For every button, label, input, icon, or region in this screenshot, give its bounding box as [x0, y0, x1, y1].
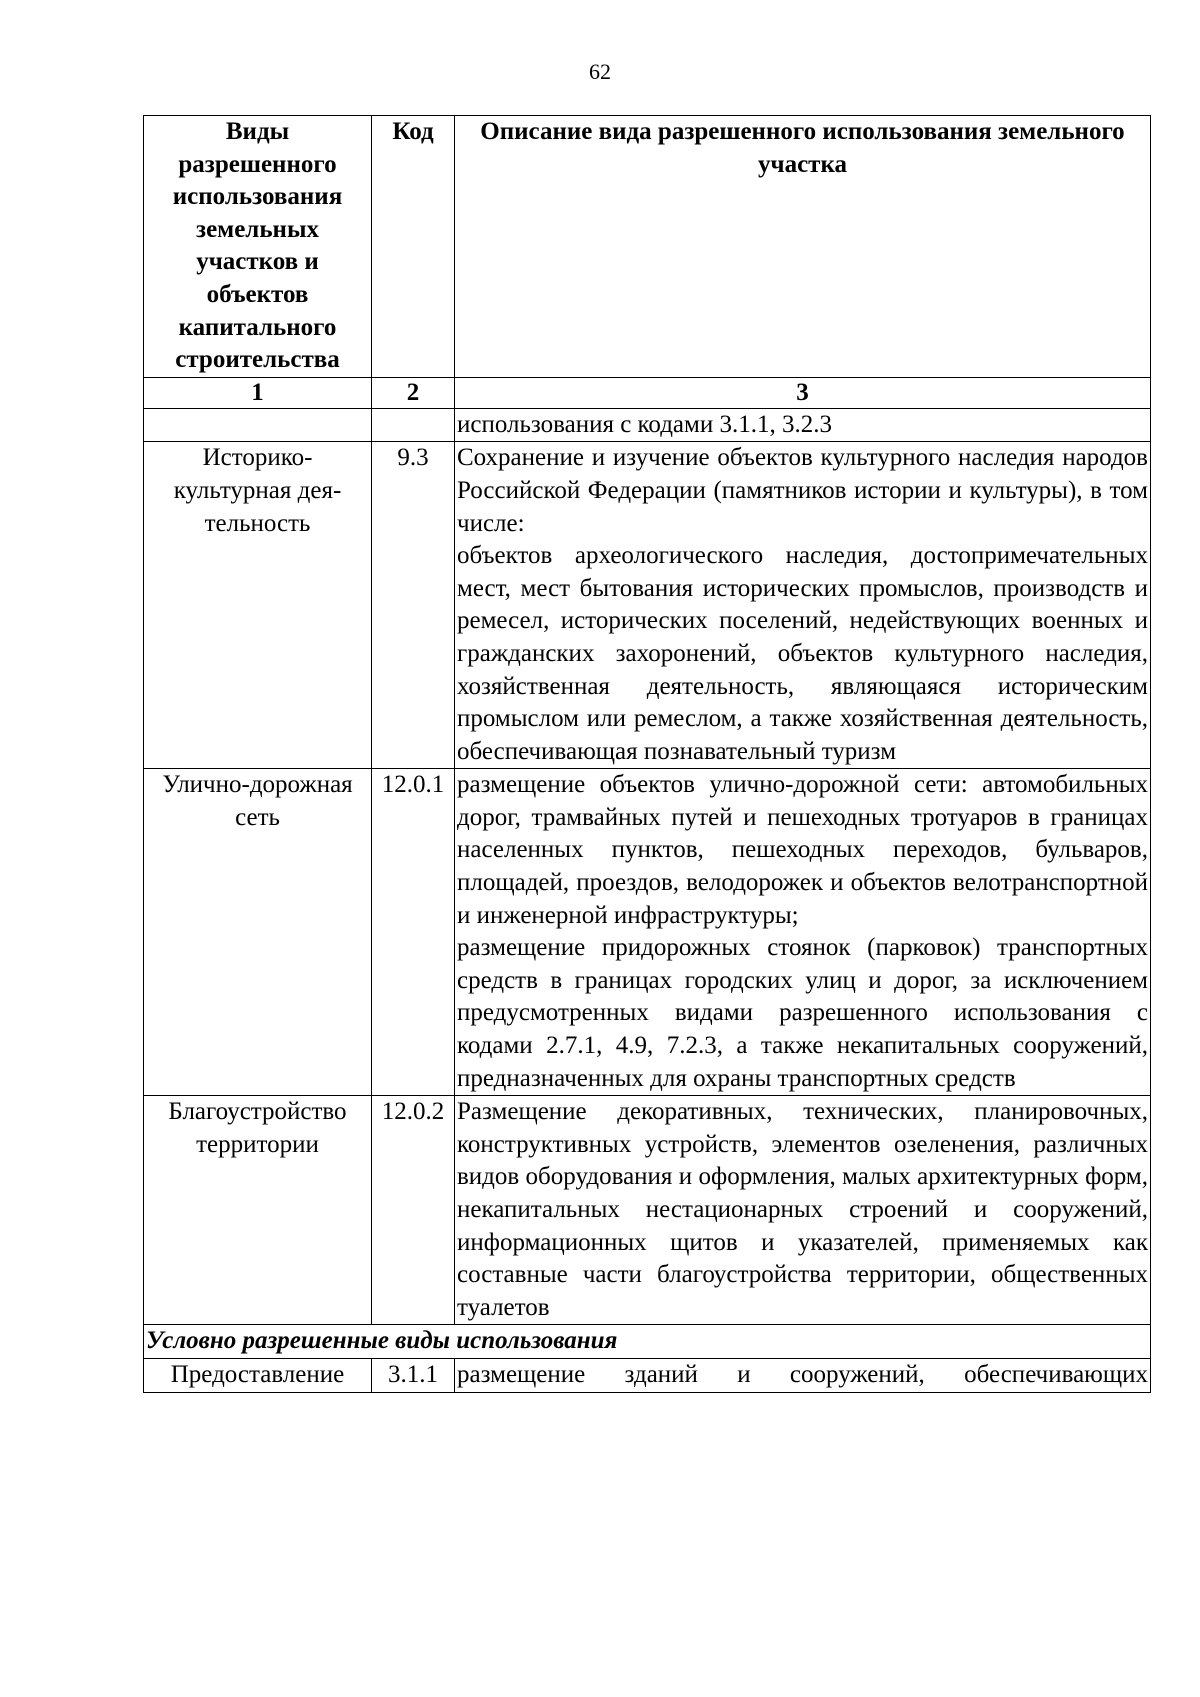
- column-number-row: [144, 377, 1151, 408]
- row-name: Улично-дорожная сеть: [144, 769, 372, 1096]
- table-row-continuation: [144, 408, 1151, 442]
- column-number-3: 3: [455, 377, 1151, 408]
- row-name: Благоустройство территории: [144, 1096, 372, 1325]
- column-number-1: 1: [144, 377, 372, 408]
- row-description: [455, 1096, 1151, 1325]
- table-row: [144, 442, 1151, 769]
- row-description-paragraph: объектов археологического наследия, достопримечательных мест, мест бытования исторических промыслов, производств и ремесел, исторических поселений, недействующих военных и гражданских захоронений, объектов культурного наследия, хозяйственная деятельность, являющаяся историческим промыслом или ремеслом, а также хозяйственная деятельность, обеспечивающая познавательный туризм: [457, 542, 1148, 765]
- row-description: [455, 769, 1151, 1096]
- row-code: 12.0.2: [372, 1096, 455, 1325]
- continuation-code-cell: [372, 408, 455, 442]
- row-code: 3.1.1: [372, 1358, 455, 1392]
- page-number: 62: [589, 59, 611, 84]
- header-code: Код: [372, 116, 455, 378]
- header-land-use-types: Виды разрешенного использования земельных участков и объектов капитального строительства: [144, 116, 372, 378]
- row-description: [455, 442, 1151, 769]
- table-row: [144, 1358, 1151, 1392]
- row-description: [455, 1358, 1151, 1392]
- table-row: [144, 1096, 1151, 1325]
- row-name: Предоставление: [144, 1358, 372, 1392]
- column-number-2: 2: [372, 377, 455, 408]
- row-code: 12.0.1: [372, 769, 455, 1096]
- row-description-paragraph: размещение объектов улично-дорожной сети: автомобильных дорог, трамвайных путей и пешеходных тротуаров в границах населенных пунктов, пешеходных переходов, бульваров, площадей, проездов, велодорожек и объектов велотранспортной и инженерной инфраструктуры;: [457, 771, 1148, 929]
- continuation-name-cell: [144, 408, 372, 442]
- row-description-paragraph: размещение придорожных стоянок (парковок) транспортных средств в границах городских улиц и дорог, за исключением предусмотренных видами разрешенного использования с кодами 2.7.1, 4.9, 7.2.3, а также некапитальных сооружений, предназначенных для охраны транспортных средств: [457, 934, 1148, 1092]
- section-header-row: [144, 1325, 1151, 1359]
- land-use-table: [143, 115, 1151, 1393]
- row-code: 9.3: [372, 442, 455, 769]
- continuation-description: использования с кодами 3.1.1, 3.2.3: [455, 408, 1151, 442]
- row-description-paragraph: Сохранение и изучение объектов культурного наследия народов Российской Федерации (памятников истории и культуры), в том числе:: [457, 444, 1148, 537]
- table-row: [144, 769, 1151, 1096]
- row-description-paragraph: Размещение декоративных, технических, планировочных, конструктивных устройств, элементов озеленения, различных видов оборудования и оформления, малых архитектурных форм, некапитальных нестационарных строений и сооружений, информационных щитов и указателей, применяемых как составные части благоустройства территории, общественных туалетов: [457, 1098, 1148, 1321]
- row-name: Историко-культурная дея-тельность: [144, 442, 372, 769]
- header-description-text: Описание вида разрешенного использования земельного участка: [480, 118, 1125, 178]
- table-header-row: [144, 116, 1151, 378]
- section-title: Условно разрешенные виды использования: [144, 1325, 1151, 1359]
- header-description: [455, 116, 1151, 378]
- row-description-paragraph: размещение зданий и сооружений, обеспечивающих: [457, 1360, 1148, 1388]
